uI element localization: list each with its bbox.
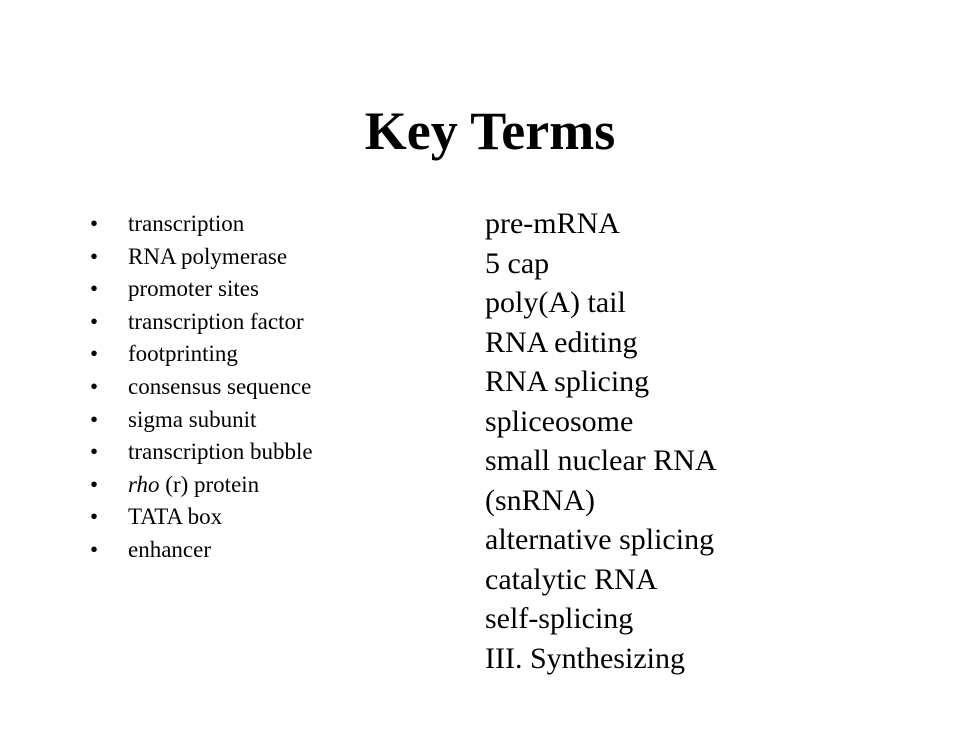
bullet-icon: • (90, 308, 99, 334)
slide-title: Key Terms (364, 101, 616, 161)
list-item: spliceosome (485, 404, 634, 438)
left-term-list (90, 208, 313, 567)
term-text: promoter sites (128, 276, 259, 302)
term-text: transcription bubble (128, 439, 313, 465)
list-item (90, 501, 313, 534)
term-italic-text: rho (128, 471, 160, 497)
list-item (90, 436, 313, 469)
list-item (90, 306, 313, 339)
term-text: RNA polymerase (128, 243, 288, 269)
term-text: footprinting (128, 341, 238, 367)
list-item (90, 338, 313, 371)
list-item: RNA splicing (485, 365, 650, 398)
list-item: small nuclear RNA (485, 444, 717, 477)
list-item (90, 241, 313, 274)
list-item: catalytic RNA (485, 562, 658, 596)
list-item (90, 404, 313, 437)
list-item (90, 208, 313, 241)
bullet-icon: • (90, 536, 99, 562)
bullet-icon: • (90, 373, 99, 399)
term-text: transcription (128, 211, 245, 236)
list-item: alternative splicing (485, 523, 715, 556)
bullet-icon: • (90, 406, 99, 432)
term-text: TATA box (128, 504, 223, 530)
bullet-icon: • (90, 341, 99, 367)
term-text: transcription factor (128, 308, 304, 334)
bullet-icon: • (90, 471, 99, 497)
list-item (90, 371, 313, 404)
right-term-list (485, 204, 717, 678)
bullet-icon: • (90, 243, 99, 269)
term-text: consensus sequence (128, 373, 312, 399)
bullet-icon: • (90, 211, 99, 236)
list-item: RNA editing (485, 325, 638, 359)
list-item: poly(A) tail (485, 286, 626, 319)
list-item (90, 469, 313, 502)
term-text: enhancer (128, 536, 211, 562)
list-item: III. Synthesizing (485, 641, 685, 675)
term-text: (r) protein (159, 471, 260, 497)
term-text: sigma subunit (128, 406, 257, 432)
list-item: (snRNA) (485, 483, 595, 517)
bullet-icon: • (90, 504, 99, 530)
list-item: pre-mRNA (485, 207, 620, 240)
list-item (90, 534, 313, 567)
list-item: self-splicing (485, 602, 634, 635)
list-item: 5 cap (485, 246, 550, 280)
bullet-icon: • (90, 439, 99, 465)
bullet-icon: • (90, 276, 99, 302)
list-item (90, 273, 313, 306)
